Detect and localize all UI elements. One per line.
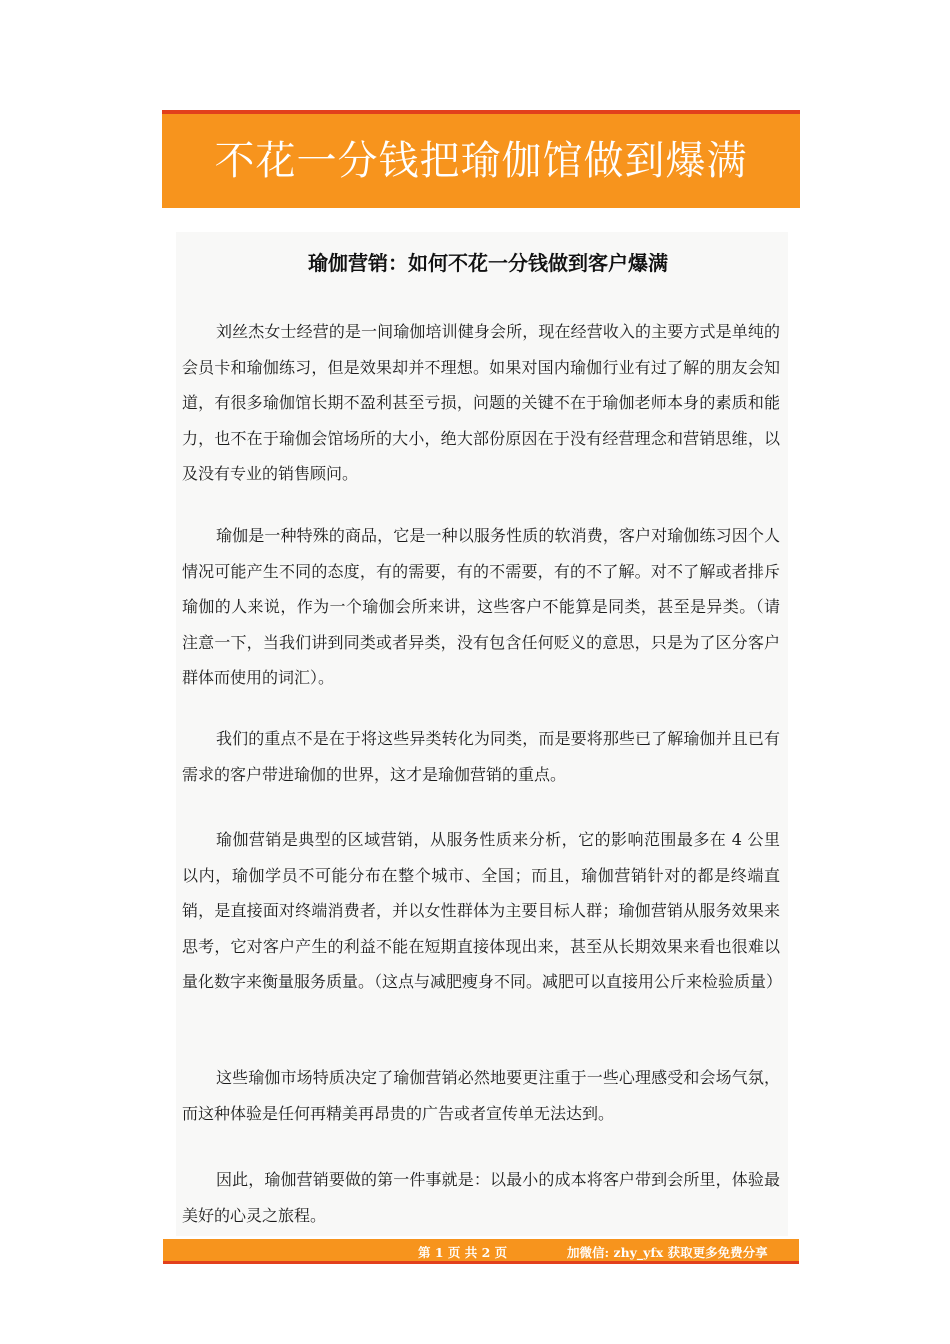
paragraph-2: 瑜伽是一种特殊的商品，它是一种以服务性质的软消费，客户对瑜伽练习因个人情况可能产生不同的态度，有的需要，有的不需要，有的不了解。对不了解或者排斥瑜伽的人来说，作为一个瑜伽会所来讲，这些客户不能算是同类，甚至是异类。（请注意一下，当我们讲到同类或者异类，没有包含任何贬义的意思，只是为了区分客户群体而使用的词汇）。 xyxy=(182,526,780,687)
document-title: 瑜伽营销：如何不花一分钱做到客户爆满 xyxy=(308,251,668,275)
header-banner xyxy=(162,110,800,208)
paragraph-5: 这些瑜伽市场特质决定了瑜伽营销必然地要更注重于一些心理感受和会场气氛，而这种体验是任何再精美再昂贵的广告或者宣传单无法达到。 xyxy=(182,1068,780,1123)
footer-banner xyxy=(163,1239,799,1264)
paragraph-3: 我们的重点不是在于将这些异类转化为同类，而是要将那些已了解瑜伽并且已有需求的客户带进瑜伽的世界，这才是瑜伽营销的重点。 xyxy=(182,729,780,784)
paragraph-4: 瑜伽营销是典型的区域营销，从服务性质来分析，它的影响范围最多在 4 公里以内，瑜伽学员不可能分布在整个城市、全国；而且，瑜伽营销针对的都是终端直销，是直接面对终端消费者，并以女性群体为主要目标人群；瑜伽营销从服务效果来思考，它对客户产生的利益不能在短期直接体现出来，甚至从长期效果来看也很难以量化数字来衡量服务质量。（这点与减肥瘦身不同。减肥可以直接用公斤来检验质量） xyxy=(182,830,783,991)
share-note: 加微信: zhy_yfx 获取更多免费分享 xyxy=(567,1245,768,1260)
page-number: 第 1 页 共 2 页 xyxy=(418,1245,508,1260)
paragraph-6: 因此，瑜伽营销要做的第一件事就是：以最小的成本将客户带到会所里，体验最美好的心灵之旅程。 xyxy=(182,1170,780,1225)
banner-title: 不花一分钱把瑜伽馆做到爆满 xyxy=(214,138,748,184)
paragraph-1: 刘丝杰女士经营的是一间瑜伽培训健身会所，现在经营收入的主要方式是单纯的会员卡和瑜伽练习，但是效果却并不理想。如果对国内瑜伽行业有过了解的朋友会知道，有很多瑜伽馆长期不盈利甚至亏损，问题的关键不在于瑜伽老师本身的素质和能力，也不在于瑜伽会馆场所的大小，绝大部份原因在于没有经营理念和营销思维，以及没有专业的销售顾问。 xyxy=(182,322,780,483)
